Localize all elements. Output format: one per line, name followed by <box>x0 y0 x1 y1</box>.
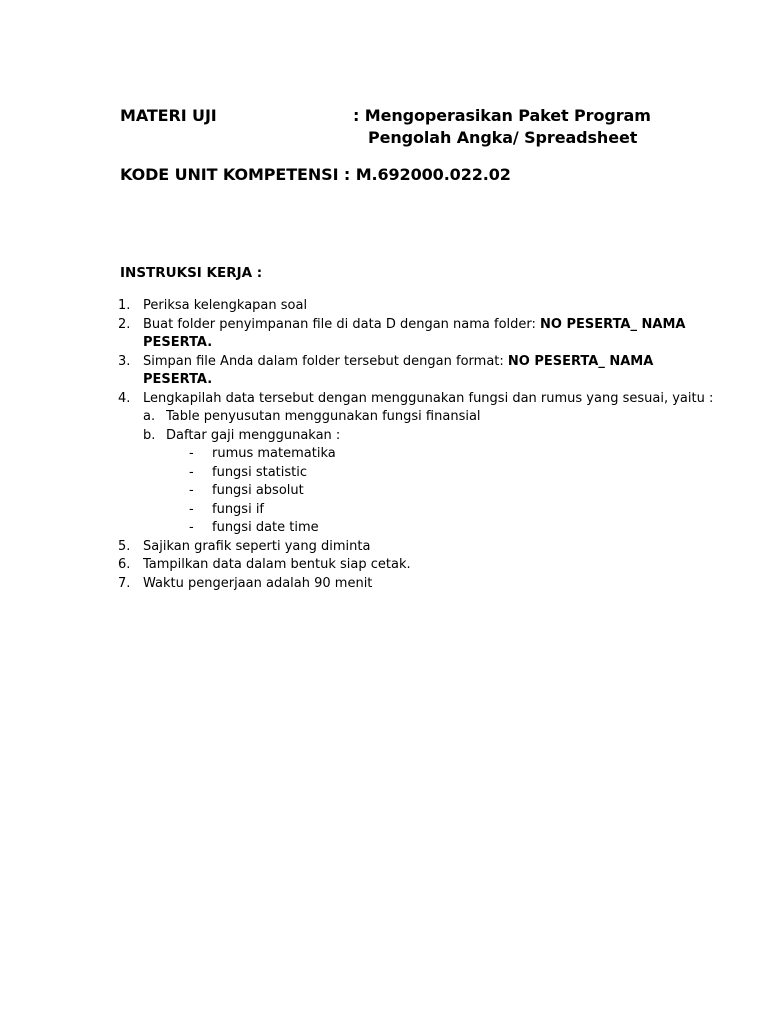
sub-item-text: Table penyusutan menggunakan fungsi finansial <box>166 409 481 424</box>
list-item <box>118 390 718 538</box>
materi-uji-label: MATERI UJI <box>120 106 217 125</box>
dash-list-item <box>189 519 718 538</box>
item-number: 1. <box>118 298 131 313</box>
item-text: Sajikan grafik seperti yang diminta <box>143 538 371 554</box>
materi-uji-value-line2: Pengolah Angka/ Spreadsheet <box>368 128 638 147</box>
instruksi-kerja-title: INSTRUKSI KERJA : <box>120 265 263 281</box>
item-number: 4. <box>118 390 131 406</box>
instruksi-list <box>118 297 718 593</box>
sub-item-letter: b. <box>143 427 156 443</box>
dash-bullet: - <box>189 483 194 498</box>
list-item <box>118 316 718 353</box>
item-number: 5. <box>118 538 131 554</box>
dash-item-text: fungsi statistic <box>212 464 307 480</box>
item-bold-text: PESERTA. <box>143 335 213 350</box>
item-number: 7. <box>118 575 131 591</box>
list-item <box>118 575 718 594</box>
dash-item-text: rumus matematika <box>212 446 336 461</box>
item-text: Waktu pengerjaan adalah 90 menit <box>143 575 373 591</box>
item-text: Tampilkan data dalam bentuk siap cetak. <box>143 557 411 572</box>
item-bold-text: NO PESERTA_ NAMA <box>540 316 686 332</box>
dash-bullet: - <box>189 446 194 461</box>
dash-bullet: - <box>189 501 194 517</box>
list-item <box>118 538 718 557</box>
item-number: 2. <box>118 316 131 332</box>
materi-uji-value-line1: : Mengoperasikan Paket Program <box>353 106 651 125</box>
list-item <box>118 353 718 390</box>
kode-unit-kompetensi: KODE UNIT KOMPETENSI : M.692000.022.02 <box>120 165 511 184</box>
dash-list-item <box>189 501 718 520</box>
list-item <box>118 556 718 575</box>
item-text: Periksa kelengkapan soal <box>143 298 308 313</box>
sub-item-letter: a. <box>143 409 156 424</box>
dash-list-item <box>189 464 718 483</box>
item-text: Lengkapilah data tersebut dengan menggunakan fungsi dan rumus yang sesuai, yaitu : <box>143 390 714 406</box>
dash-item-text: fungsi if <box>212 501 265 517</box>
item-number: 3. <box>118 353 131 369</box>
item-number: 6. <box>118 557 131 572</box>
dash-list-item <box>189 445 718 464</box>
sub-list-item <box>143 408 718 427</box>
item-bold-text: NO PESERTA_ NAMA <box>507 353 654 369</box>
dash-list-item <box>189 482 718 501</box>
dash-item-text: fungsi absolut <box>212 483 304 498</box>
dash-item-text: fungsi date time <box>212 520 319 535</box>
list-item <box>118 297 718 316</box>
dash-bullet: - <box>189 520 194 535</box>
dash-bullet: - <box>189 464 194 480</box>
sub-list-item <box>143 427 718 538</box>
item-text: Buat folder penyimpanan file di data D dengan nama folder: <box>143 316 541 332</box>
sub-item-text: Daftar gaji menggunakan : <box>166 427 341 443</box>
item-bold-text: PESERTA. <box>143 372 213 387</box>
item-text: Simpan file Anda dalam folder tersebut dengan format: <box>143 353 508 369</box>
